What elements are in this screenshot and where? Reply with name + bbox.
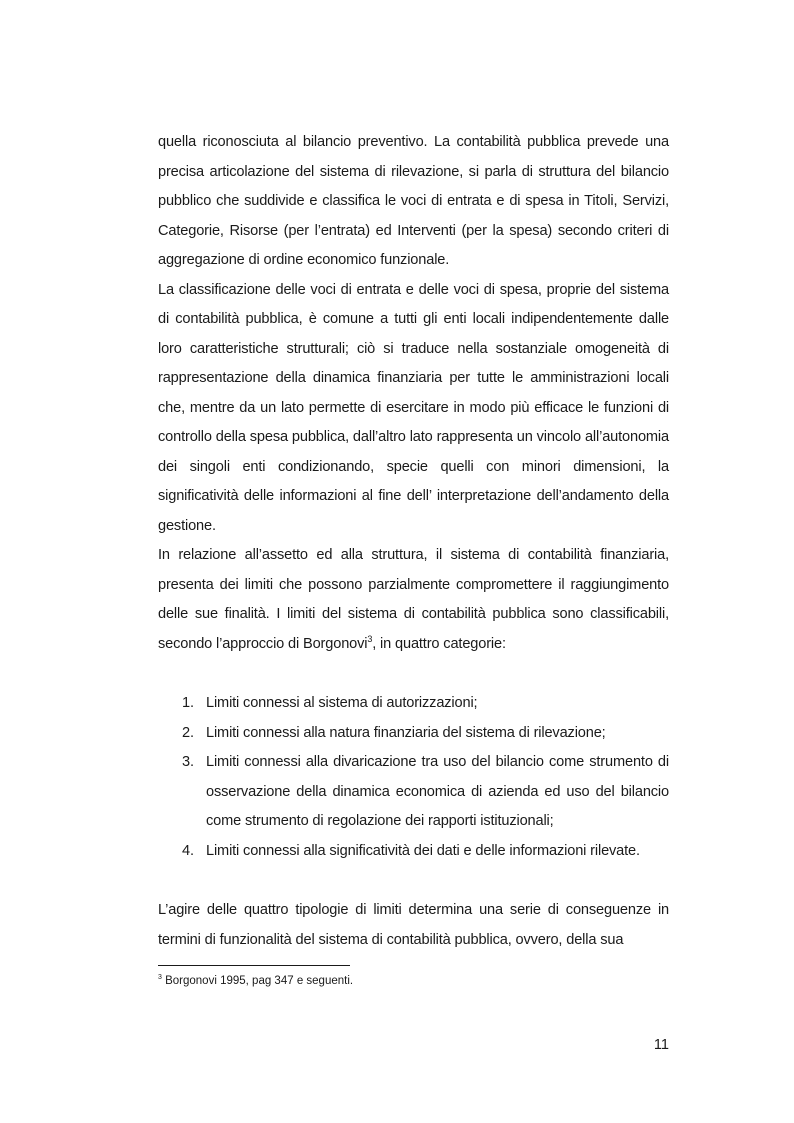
- page-number: 11: [653, 1037, 669, 1053]
- footnote-text: Borgonovi 1995, pag 347 e seguenti.: [161, 975, 354, 987]
- list-item-number: 4.: [182, 842, 194, 859]
- list-item-number: 1.: [182, 695, 194, 711]
- list-item-text: Limiti connessi alla significatività dei dati e delle informazioni rilevate.: [206, 842, 640, 859]
- paragraph-3-text-end: , in quattro categorie:: [372, 635, 506, 652]
- list-item-text: Limiti connessi alla divaricazione tra uso del bilancio come strumento di osservazione della dinamica economica di azienda ed uso del bilancio come strumento di regolazione dei rapporti istituzionali;: [206, 754, 669, 829]
- paragraph-3: [158, 541, 669, 659]
- spacer: [158, 659, 669, 689]
- paragraph-4: L’agire delle quattro tipologie di limiti determina una serie di conseguenze in termini di funzionalità del sistema di contabilità pubblica, ovvero, della sua: [158, 902, 669, 948]
- list-item: [158, 689, 669, 719]
- list-item: [158, 748, 669, 837]
- footnote-separator: [158, 965, 350, 966]
- paragraph-2: La classificazione delle voci di entrata e delle voci di spesa, proprie del sistema di contabilità pubblica, è comune a tutti gli enti locali indipendentemente dalle loro caratteristiche strutturali; ciò si traduce nella sostanziale omogeneità di rappresentazione della dinamica finanziaria per tutte le amministrazioni locali che, mentre da un lato permette di esercitare in modo più efficace le funzioni di controllo della spesa pubblica, dall’altro lato rappresenta un vincolo all’autonomia dei singoli enti condizionando, specie quelli con minori dimensioni, la significatività delle informazioni al fine dell’ interpretazione dell’andamento della gestione.: [158, 281, 669, 534]
- paragraph-1: quella riconosciuta al bilancio preventivo. La contabilità pubblica prevede una precisa articolazione del sistema di rilevazione, si parla di struttura del bilancio pubblico che suddivide e classifica le voci di entrata e di spesa in Titoli, Servizi, Categorie, Risorse (per l’entrata) ed Interventi (per la spesa) secondo criteri di aggregazione di ordine economico funzionale.: [158, 134, 669, 268]
- list-item-number: 3.: [182, 754, 194, 770]
- footnote: [158, 973, 669, 989]
- paragraph-3-text: In relazione all’assetto ed alla struttura, il sistema di contabilità finanziaria, presenta dei limiti che possono parzialmente compromettere il raggiungimento delle sue finalità. I limiti del sistema di contabilità pubblica sono classificabili, secondo l’approccio di Borgonovi: [158, 547, 669, 652]
- list-item: [158, 837, 669, 867]
- spacer: [158, 866, 669, 896]
- list-item-text: Limiti connessi alla natura finanziaria del sistema di rilevazione;: [206, 724, 606, 741]
- limits-list: [158, 689, 669, 866]
- list-item-text: Limiti connessi al sistema di autorizzazioni;: [206, 695, 478, 711]
- list-item-number: 2.: [182, 724, 194, 741]
- list-item: [158, 719, 669, 749]
- footnote-marker: 3: [158, 974, 162, 981]
- footnote-reference: 3: [367, 633, 373, 644]
- page-body: [158, 128, 669, 955]
